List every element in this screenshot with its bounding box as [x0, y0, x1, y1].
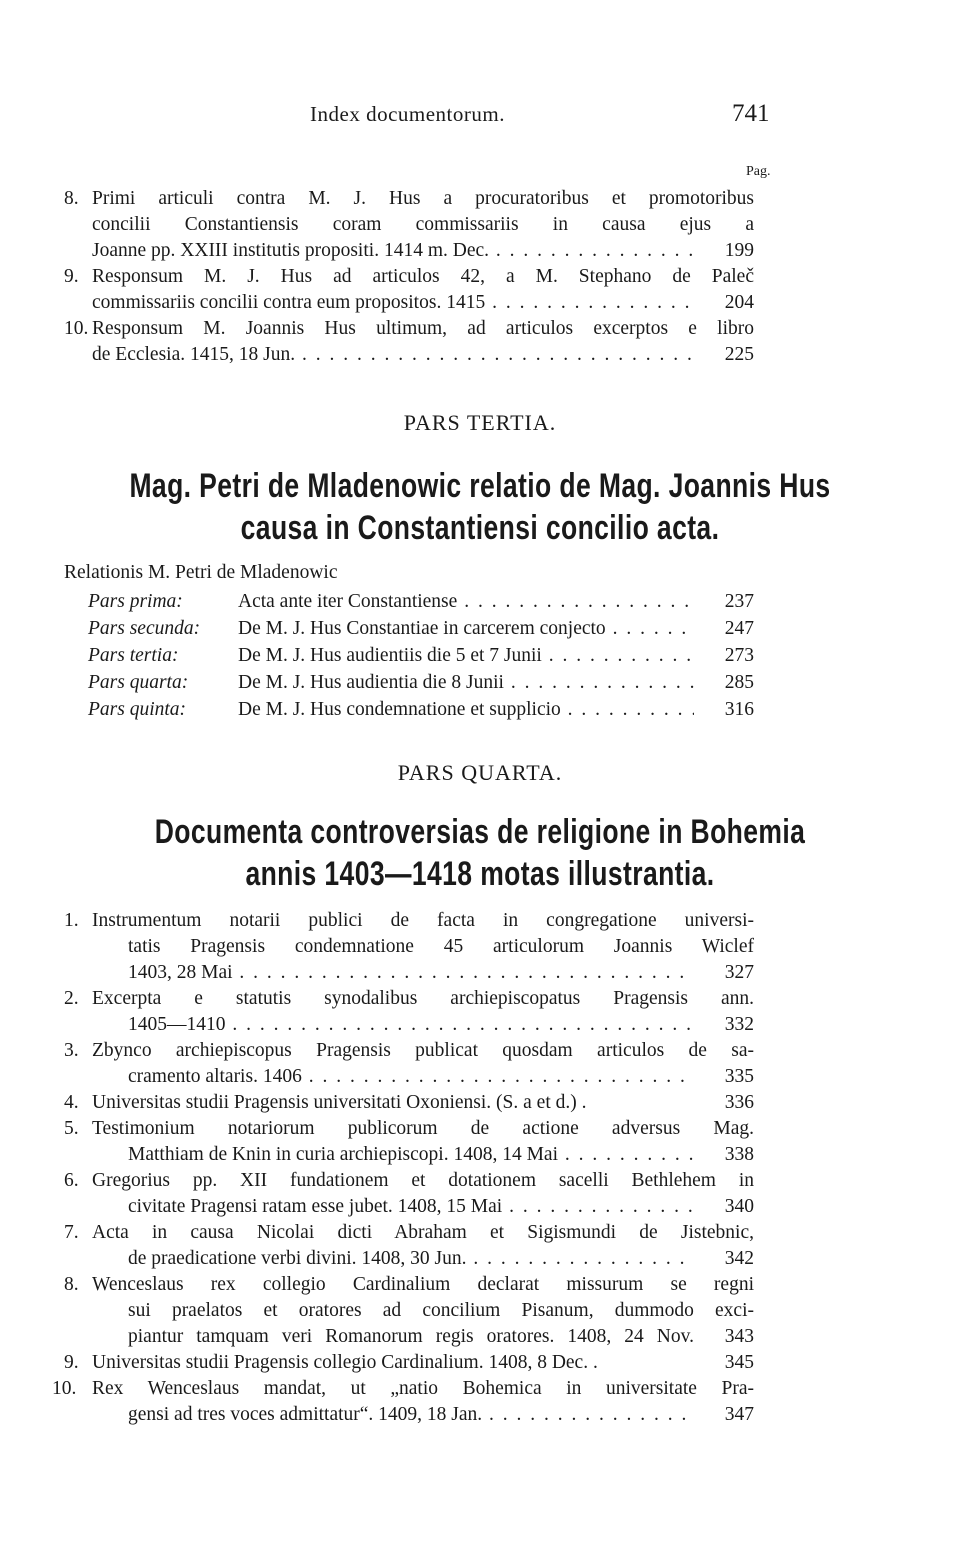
entry-number: 7.	[64, 1222, 79, 1243]
entry-number: 2.	[64, 988, 79, 1009]
section-heading: PARS QUARTA.	[397, 760, 563, 785]
list-item	[64, 264, 754, 316]
list-item	[64, 1168, 754, 1220]
entry-text-line: commissariis concilii contra eum propositos. 1415 . . .	[92, 290, 694, 316]
entry-number: 10.	[52, 1378, 77, 1399]
entry-text-line: Wenceslaus rex collegio Cardinalium declarat missurum se regni	[92, 1274, 754, 1295]
entry-number: 8.	[64, 188, 79, 209]
entry-page: 225	[724, 344, 754, 365]
list-item	[52, 1376, 754, 1428]
part-page: 273	[724, 645, 754, 666]
entry-page: 340	[724, 1196, 754, 1217]
entry-number: 1.	[64, 910, 79, 931]
section-title-line: causa in Constantiensi concilio acta.	[240, 509, 720, 547]
entry-number: 6.	[64, 1170, 79, 1191]
entry-page: 336	[724, 1092, 754, 1113]
part-label: Pars prima:	[88, 591, 183, 612]
part-page: 237	[724, 591, 754, 612]
page-number: 741	[732, 100, 770, 127]
entry-page: 327	[724, 962, 754, 983]
part-label: Pars secunda:	[88, 618, 201, 639]
entry-page: 204	[724, 292, 754, 313]
entry-text-line: 1403, 28 Mai . . .	[128, 960, 694, 986]
section-heading: PARS TERTIA.	[403, 410, 557, 435]
entry-number: 9.	[64, 1352, 79, 1373]
list-item	[88, 588, 754, 615]
entry-number: 4.	[64, 1092, 79, 1113]
entry-text-line: de Ecclesia. 1415, 18 Jun. . . .	[92, 342, 694, 368]
entry-text-line: Testimonium notariorum publicorum de actione adversus Mag.	[92, 1118, 754, 1139]
list-item	[64, 986, 754, 1038]
entry-text-line: Joanne pp. XXIII institutis propositi. 1414 m. Dec. . . .	[92, 238, 694, 264]
entry-text-line: tatis Pragensis condemnatione 45 articulorum Joannis Wiclef	[128, 936, 754, 957]
entry-text-line: gensi ad tres voces admittatur“. 1409, 18 Jan. . . .	[128, 1402, 694, 1428]
entry-number: 8.	[64, 1274, 79, 1295]
list-item	[88, 615, 754, 642]
entry-text-line: Universitas studii Pragensis collegio Cardinalium. 1408, 8 Dec. .	[92, 1352, 598, 1373]
part-page: 316	[724, 699, 754, 720]
entry-text-line: Responsum M. J. Hus ad articulos 42, a M. Stephano de Paleč	[92, 266, 754, 287]
list-item	[64, 908, 754, 986]
list-item	[88, 696, 754, 723]
entry-text-line: Excerpta e statutis synodalibus archiepiscopatus Pragensis ann.	[92, 988, 754, 1009]
list-item	[64, 316, 754, 368]
entry-text-line: Rex Wenceslaus mandat, ut „natio Bohemica in universitate Pra-	[92, 1378, 754, 1399]
entry-page: 343	[724, 1326, 754, 1347]
entry-number: 5.	[64, 1118, 79, 1139]
list-item	[64, 1350, 754, 1376]
list-item	[64, 1272, 754, 1350]
entry-text-line: sui praelatos et oratores ad concilium Pisanum, dummodo exci-	[128, 1300, 754, 1321]
part-text: De M. J. Hus condemnatione et supplicio . . .	[238, 696, 694, 723]
running-head	[0, 100, 960, 140]
pag-label: Pag.	[746, 164, 771, 179]
parts-list	[88, 588, 754, 723]
entry-text-line: Zbynco archiepiscopus Pragensis publicat quosdam articulos de sa-	[92, 1040, 754, 1061]
entry-page: 347	[724, 1404, 754, 1425]
entry-text-line: concilii Constantiensis coram commissariis in causa ejus a	[92, 214, 754, 235]
entry-text-line: Instrumentum notarii publici de facta in congregatione universi-	[92, 910, 754, 931]
entry-text-line: Acta in causa Nicolai dicti Abraham et Sigismundi de Jistebnic,	[92, 1222, 754, 1243]
entry-page: 199	[724, 240, 754, 261]
entry-page: 332	[724, 1014, 754, 1035]
entry-text-line: piantur tamquam veri Romanorum regis oratores. 1408, 24 Nov.	[128, 1326, 694, 1347]
entry-page: 342	[724, 1248, 754, 1269]
part-label: Pars tertia:	[88, 645, 179, 666]
part-text: De M. J. Hus audientia die 8 Junii . . .	[238, 669, 694, 696]
entry-number: 10.	[64, 318, 89, 339]
entry-number: 9.	[64, 266, 79, 287]
part-label: Pars quinta:	[88, 699, 187, 720]
section-title-line: annis 1403—1418 motas illustrantia.	[245, 855, 715, 893]
section-title-line: Mag. Petri de Mladenowic relatio de Mag. Joannis Hus	[129, 467, 831, 505]
list-item	[64, 186, 754, 264]
entry-text-line: Matthiam de Knin in curia archiepiscopi. 1408, 14 Mai . . .	[128, 1142, 694, 1168]
part-text: De M. J. Hus Constantiae in carcerem conjecto . . .	[238, 615, 694, 642]
entry-text-line: Primi articuli contra M. J. Hus a procuratoribus et promotoribus	[92, 188, 754, 209]
entry-text-line: de praedicatione verbi divini. 1408, 30 Jun. . . .	[128, 1246, 694, 1272]
list-item	[88, 642, 754, 669]
part-text: De M. J. Hus audientiis die 5 et 7 Junii . . .	[238, 642, 694, 669]
relationis-heading: Relationis M. Petri de Mladenowic	[64, 562, 338, 583]
running-head-title: Index documentorum.	[310, 102, 505, 126]
list-item	[64, 1090, 754, 1116]
entry-text-line: civitate Pragensi ratam esse jubet. 1408, 15 Mai . . .	[128, 1194, 694, 1220]
part-page: 285	[724, 672, 754, 693]
list-item	[64, 1220, 754, 1272]
entry-text-line: Gregorius pp. XII fundationem et dotationem sacelli Bethlehem in	[92, 1170, 754, 1191]
entry-text-line: Universitas studii Pragensis universitati Oxoniensi. (S. a et d.) .	[92, 1092, 587, 1113]
section-title-line: Documenta controversias de religione in Bohemia	[154, 813, 806, 851]
entry-page: 338	[724, 1144, 754, 1165]
part-page: 247	[724, 618, 754, 639]
entry-page: 335	[724, 1066, 754, 1087]
entry-text-line: Responsum M. Joannis Hus ultimum, ad articulos excerptos e libro	[92, 318, 754, 339]
entry-number: 3.	[64, 1040, 79, 1061]
list-item	[64, 1038, 754, 1090]
list-item	[64, 1116, 754, 1168]
part-label: Pars quarta:	[88, 672, 189, 693]
entry-text-line: 1405—1410 . . .	[128, 1012, 694, 1038]
entry-page: 345	[724, 1352, 754, 1373]
entry-text-line: cramento altaris. 1406 . . .	[128, 1064, 694, 1090]
part-text: Acta ante iter Constantiense . . .	[238, 588, 694, 615]
list-item	[88, 669, 754, 696]
